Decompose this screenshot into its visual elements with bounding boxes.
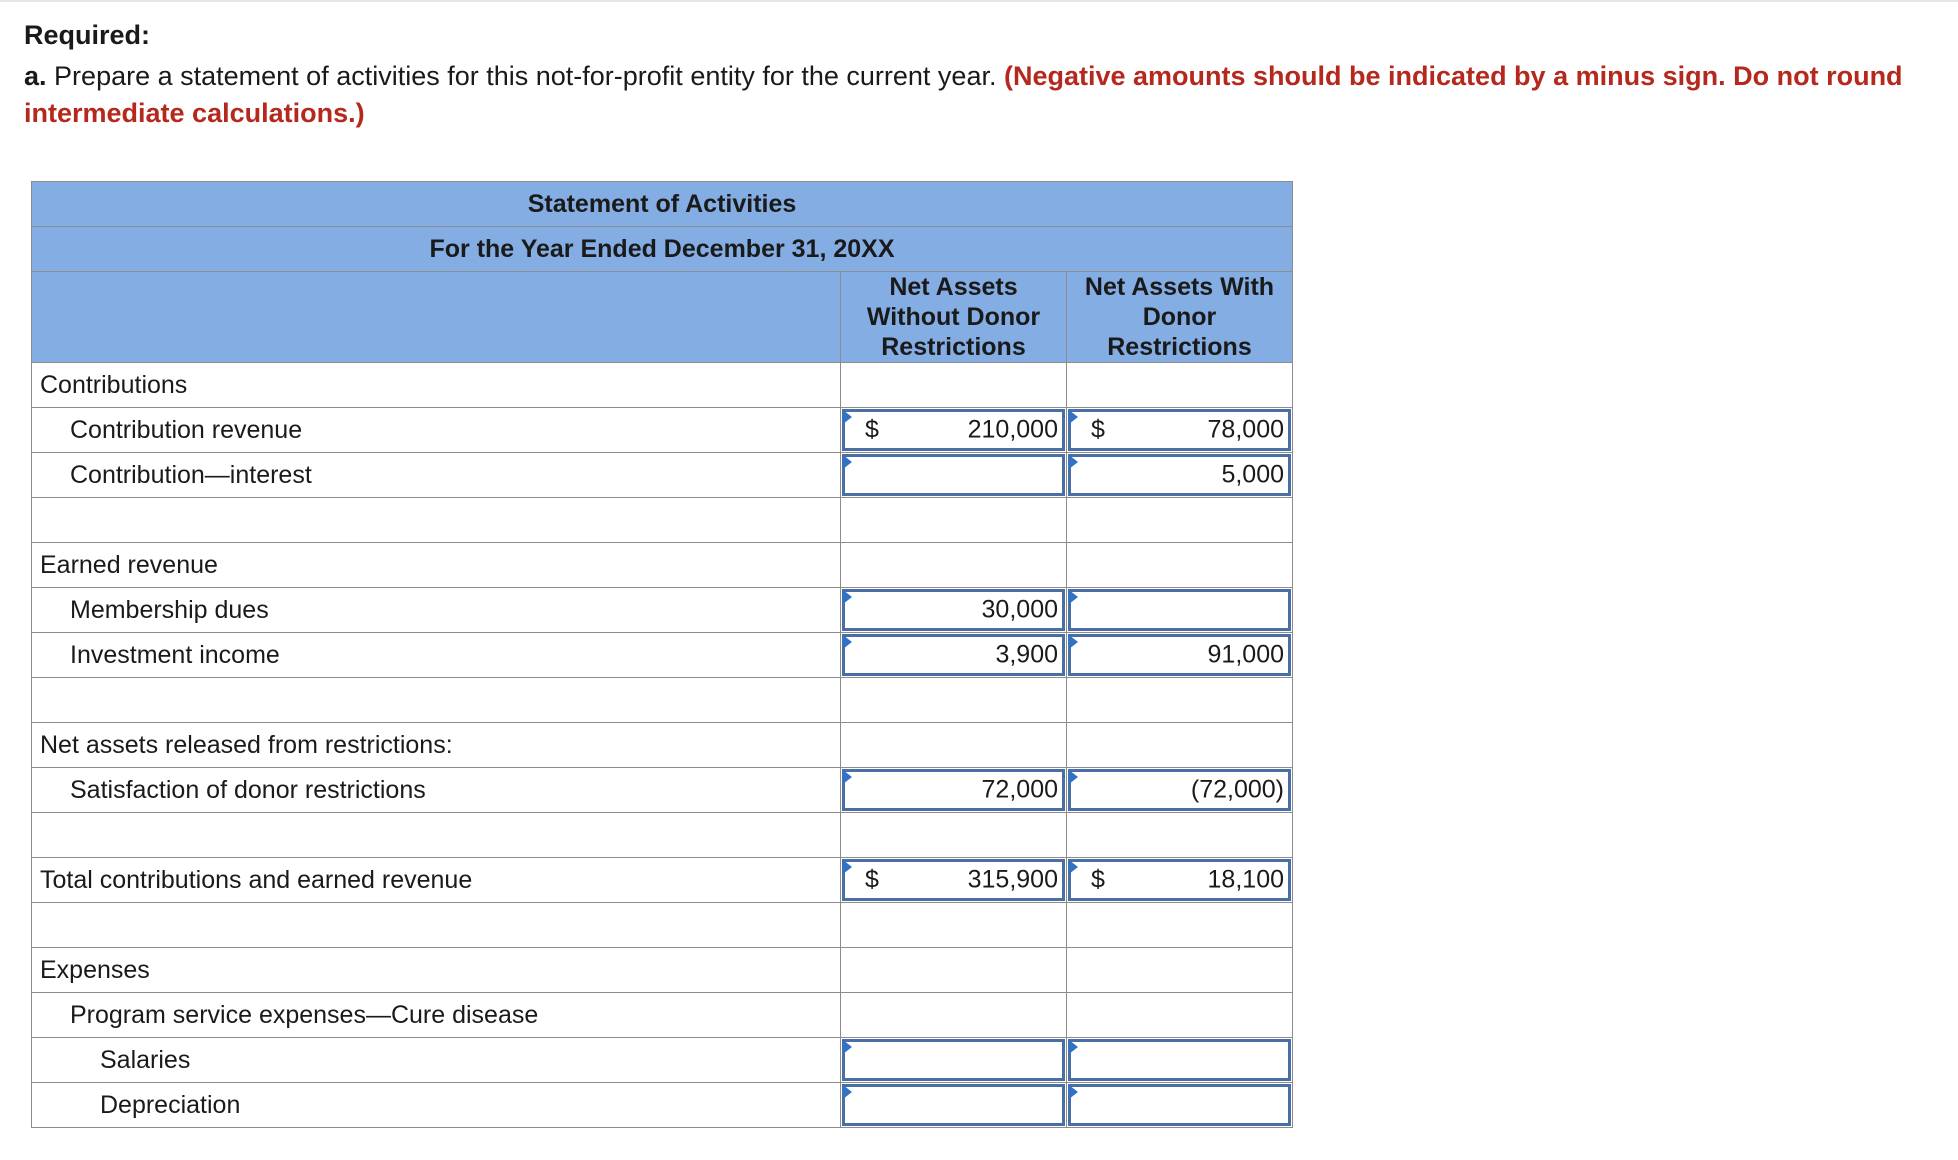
input-marker-icon (843, 1040, 852, 1054)
input-marker-icon (843, 455, 852, 469)
cell-with-restrictions (1067, 678, 1293, 723)
column-header-blank (32, 272, 841, 363)
column-header-row (32, 272, 1293, 363)
cell-without-restrictions (841, 678, 1067, 723)
cell-without-restrictions (841, 993, 1067, 1038)
input-box[interactable] (1068, 1084, 1291, 1126)
amount-value: 91,000 (1207, 640, 1284, 669)
row-label: Program service expenses—Cure disease (32, 993, 841, 1038)
input-marker-icon (1069, 1040, 1078, 1054)
amount-input-with-restrictions[interactable] (1067, 1038, 1293, 1083)
cell-without-restrictions (841, 543, 1067, 588)
row-label: Salaries (32, 1038, 841, 1083)
statement-blank-row (32, 903, 1293, 948)
cell-with-restrictions (1067, 363, 1293, 408)
amount-input-without-restrictions[interactable] (841, 768, 1067, 813)
statement-row (32, 858, 1293, 903)
input-marker-icon (1069, 410, 1078, 424)
row-label: Membership dues (32, 588, 841, 633)
amount-input-with-restrictions[interactable] (1067, 858, 1293, 903)
amount-input-without-restrictions[interactable] (841, 1083, 1067, 1128)
statement-row (32, 723, 1293, 768)
statement-blank-row (32, 813, 1293, 858)
amount-value: 315,900 (967, 865, 1058, 894)
amount-input-with-restrictions[interactable] (1067, 408, 1293, 453)
amount-input-with-restrictions[interactable] (1067, 768, 1293, 813)
input-marker-icon (1069, 635, 1078, 649)
cell-with-restrictions (1067, 723, 1293, 768)
row-label: Contribution—interest (32, 453, 841, 498)
statement-blank-row (32, 678, 1293, 723)
amount-input-without-restrictions[interactable] (841, 633, 1067, 678)
cell-with-restrictions (1067, 813, 1293, 858)
amount-input-without-restrictions[interactable] (841, 1038, 1067, 1083)
input-marker-icon (1069, 455, 1078, 469)
statement-period-row (32, 227, 1293, 272)
amount-input-without-restrictions[interactable] (841, 588, 1067, 633)
cell-with-restrictions (1067, 903, 1293, 948)
amount-input-with-restrictions[interactable] (1067, 1083, 1293, 1128)
cell-without-restrictions (841, 948, 1067, 993)
input-box[interactable] (1068, 1039, 1291, 1081)
statement-row (32, 1038, 1293, 1083)
currency-symbol: $ (1091, 865, 1105, 894)
input-marker-icon (1069, 860, 1078, 874)
cell-without-restrictions (841, 903, 1067, 948)
row-label: Net assets released from restrictions: (32, 723, 841, 768)
amount-input-without-restrictions[interactable] (841, 453, 1067, 498)
amount-input-with-restrictions[interactable] (1067, 453, 1293, 498)
statement-table (31, 181, 1293, 1128)
top-divider (0, 0, 1958, 2)
statement-row (32, 453, 1293, 498)
input-marker-icon (843, 1085, 852, 1099)
currency-symbol: $ (865, 415, 879, 444)
statement-title: Statement of Activities (32, 182, 1293, 227)
row-label: Total contributions and earned revenue (32, 858, 841, 903)
instructions-note: (Negative amounts should be indicated by a minus sign. Do not round intermediate calculations.) (24, 61, 1903, 128)
statement-row (32, 363, 1293, 408)
input-marker-icon (843, 770, 852, 784)
currency-symbol: $ (1091, 415, 1105, 444)
input-box[interactable] (842, 454, 1065, 496)
column-header-with-restrictions: Net Assets With Donor Restrictions (1067, 272, 1293, 363)
cell-without-restrictions (841, 813, 1067, 858)
statement-row (32, 993, 1293, 1038)
row-label (32, 498, 841, 543)
input-box[interactable] (842, 1084, 1065, 1126)
input-marker-icon (1069, 1085, 1078, 1099)
cell-without-restrictions (841, 498, 1067, 543)
cell-without-restrictions (841, 723, 1067, 768)
input-marker-icon (843, 860, 852, 874)
statement-row (32, 633, 1293, 678)
question-text: Prepare a statement of activities for this not-for-profit entity for the current year. (54, 61, 997, 91)
cell-with-restrictions (1067, 993, 1293, 1038)
row-label (32, 813, 841, 858)
required-heading: Required: (24, 20, 151, 50)
statement-row (32, 1083, 1293, 1128)
question-label: a. (24, 61, 47, 91)
row-label: Contribution revenue (32, 408, 841, 453)
amount-value: 210,000 (967, 415, 1058, 444)
statement-blank-row (32, 498, 1293, 543)
cell-without-restrictions (841, 363, 1067, 408)
amount-input-with-restrictions[interactable] (1067, 588, 1293, 633)
cell-with-restrictions (1067, 498, 1293, 543)
amount-value: (72,000) (1190, 775, 1284, 804)
input-marker-icon (843, 635, 852, 649)
row-label (32, 903, 841, 948)
row-label: Satisfaction of donor restrictions (32, 768, 841, 813)
amount-value: 72,000 (981, 775, 1058, 804)
statement-row (32, 408, 1293, 453)
amount-input-with-restrictions[interactable] (1067, 633, 1293, 678)
amount-input-without-restrictions[interactable] (841, 858, 1067, 903)
input-marker-icon (843, 590, 852, 604)
row-label: Investment income (32, 633, 841, 678)
amount-value: 3,900 (995, 640, 1058, 669)
statement-row (32, 588, 1293, 633)
currency-symbol: $ (865, 865, 879, 894)
row-label (32, 678, 841, 723)
amount-input-without-restrictions[interactable] (841, 408, 1067, 453)
cell-with-restrictions (1067, 543, 1293, 588)
column-header-without-restrictions: Net Assets Without Donor Restrictions (841, 272, 1067, 363)
amount-value: 18,100 (1207, 865, 1284, 894)
input-marker-icon (1069, 590, 1078, 604)
statement-period: For the Year Ended December 31, 20XX (32, 227, 1293, 272)
row-label: Depreciation (32, 1083, 841, 1128)
cell-with-restrictions (1067, 948, 1293, 993)
input-marker-icon (1069, 770, 1078, 784)
amount-value: 30,000 (981, 595, 1058, 624)
input-marker-icon (843, 410, 852, 424)
row-label: Expenses (32, 948, 841, 993)
input-box[interactable] (842, 1039, 1065, 1081)
amount-value: 78,000 (1207, 415, 1284, 444)
instructions (24, 58, 1924, 132)
statement-title-row (32, 182, 1293, 227)
row-label: Earned revenue (32, 543, 841, 588)
input-box[interactable] (1068, 589, 1291, 631)
statement-row (32, 543, 1293, 588)
statement-row (32, 948, 1293, 993)
statement-row (32, 768, 1293, 813)
row-label: Contributions (32, 363, 841, 408)
amount-value: 5,000 (1221, 460, 1284, 489)
